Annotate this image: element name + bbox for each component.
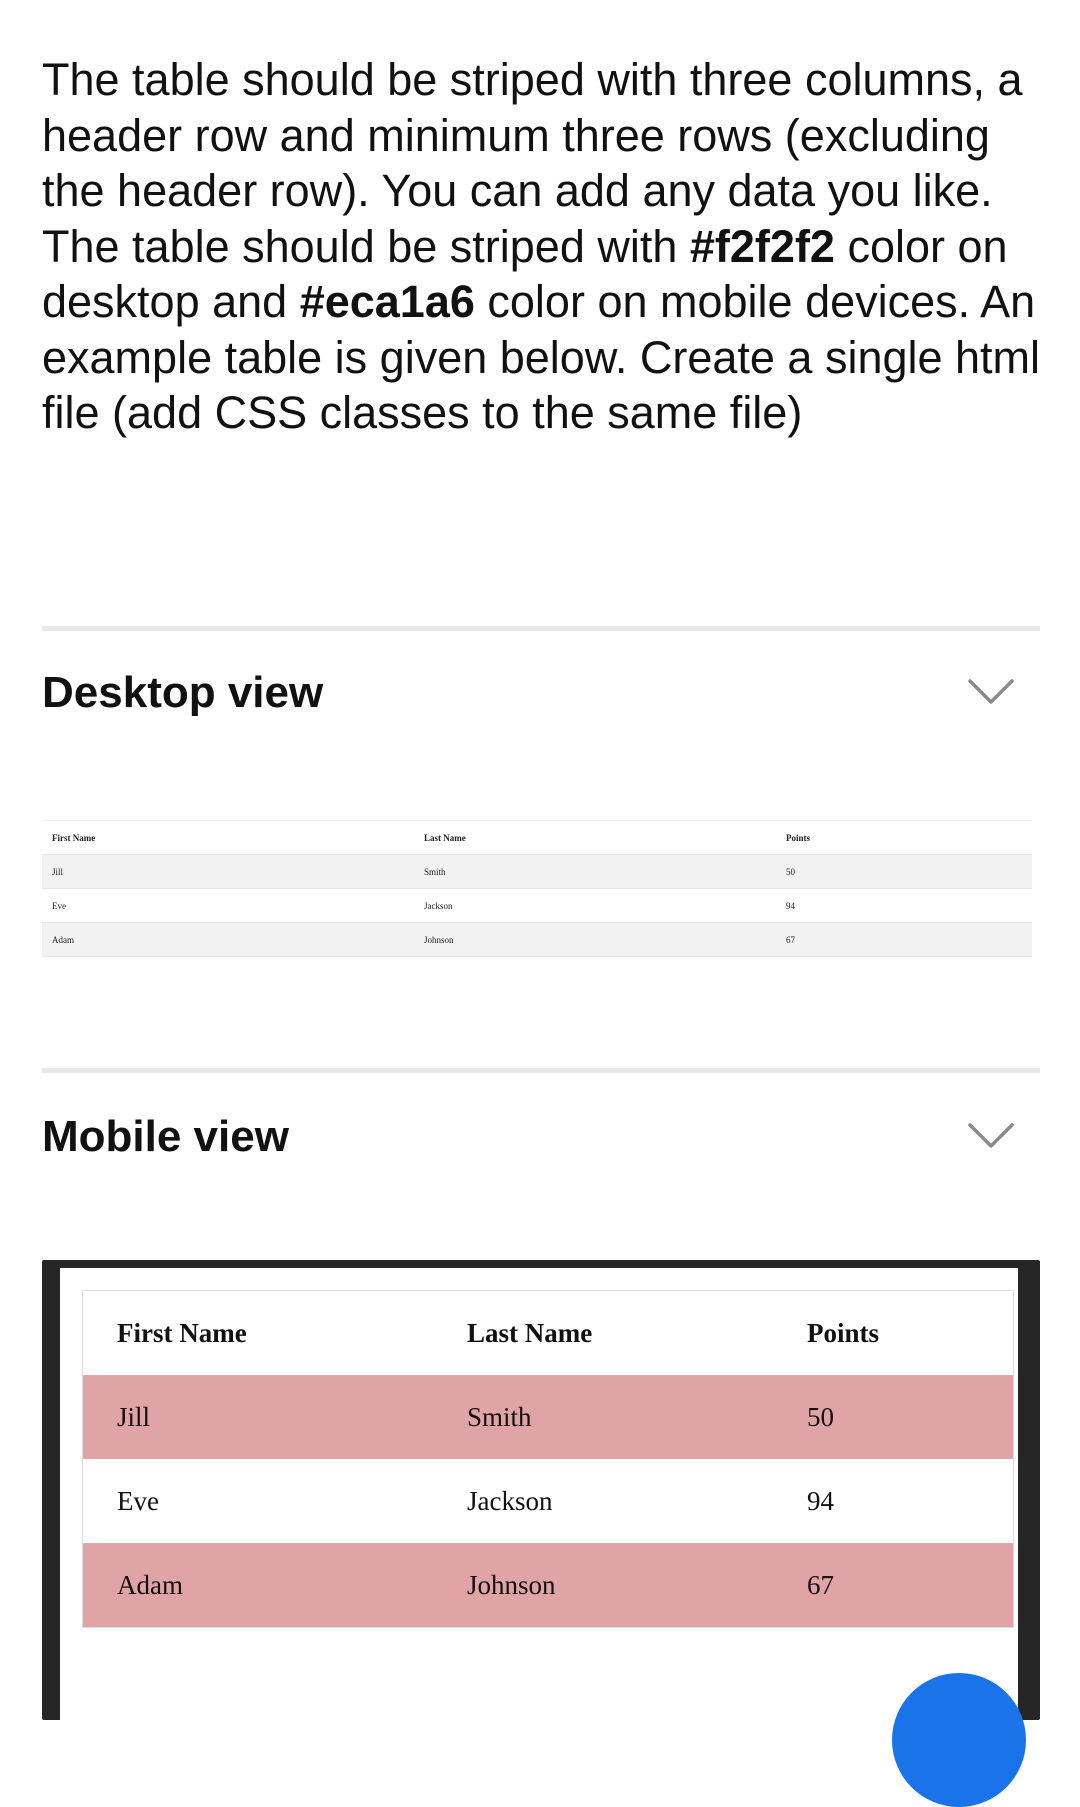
question-text-part2: color on desktop and (42, 220, 1008, 327)
mobile-screenshot-frame (42, 1260, 1040, 1720)
cell-points: 67 (773, 1543, 1014, 1628)
table-header-row (42, 821, 1032, 855)
cell-points: 67 (776, 923, 1032, 957)
table-header-row (83, 1291, 1014, 1376)
table-row (42, 855, 1032, 889)
mobile-color-code: #eca1a6 (299, 276, 475, 327)
mobile-screen (60, 1268, 1018, 1738)
section-divider (42, 626, 1040, 631)
header-first-name: First Name (42, 821, 414, 855)
mobile-view-title: Mobile view (42, 1112, 289, 1161)
header-points: Points (776, 821, 1032, 855)
cell-first-name: Eve (42, 889, 414, 923)
cell-first-name: Adam (42, 923, 414, 957)
cell-first-name: Jill (83, 1375, 434, 1459)
cell-first-name: Adam (83, 1543, 434, 1628)
table-row (83, 1375, 1014, 1459)
cell-points: 94 (807, 1485, 834, 1516)
cell-first-name: Jill (42, 855, 414, 889)
table-row (83, 1543, 1014, 1628)
cell-last-name: Smith (433, 1375, 773, 1459)
desktop-view-title: Desktop view (42, 668, 324, 717)
cell-last-name: Johnson (414, 923, 776, 957)
header-points: Points (807, 1317, 880, 1348)
chevron-down-icon[interactable] (968, 678, 1014, 706)
header-last-name: Last Name (467, 1317, 593, 1348)
table-row (42, 889, 1032, 923)
section-divider (42, 1068, 1040, 1073)
table-row (83, 1459, 1014, 1543)
header-last-name: Last Name (414, 821, 776, 855)
question-text (42, 52, 1042, 441)
header-first-name: First Name (117, 1317, 247, 1348)
cell-last-name: Johnson (433, 1543, 773, 1628)
cell-first-name: Eve (117, 1485, 159, 1516)
cell-last-name: Jackson (414, 889, 776, 923)
question-text-part3: color on mobile devices. An example table is given below. Create a single html file (add CSS classes to the same file) (42, 276, 1041, 438)
table-row (42, 923, 1032, 957)
cell-points: 50 (773, 1375, 1014, 1459)
cell-points: 50 (776, 855, 1032, 889)
cell-last-name: Jackson (467, 1485, 553, 1516)
mobile-example-table (82, 1290, 1014, 1628)
cell-last-name: Smith (414, 855, 776, 889)
cell-points: 94 (776, 889, 1032, 923)
floating-action-button[interactable] (892, 1673, 1026, 1807)
desktop-example-table (42, 820, 1032, 957)
desktop-color-code: #f2f2f2 (689, 220, 835, 272)
chevron-down-icon[interactable] (968, 1122, 1014, 1150)
question-text-part1: The table should be striped with three columns, a header row and minimum three rows (excluding the header row). You can add any data you like. The table should be striped with (42, 54, 1023, 272)
